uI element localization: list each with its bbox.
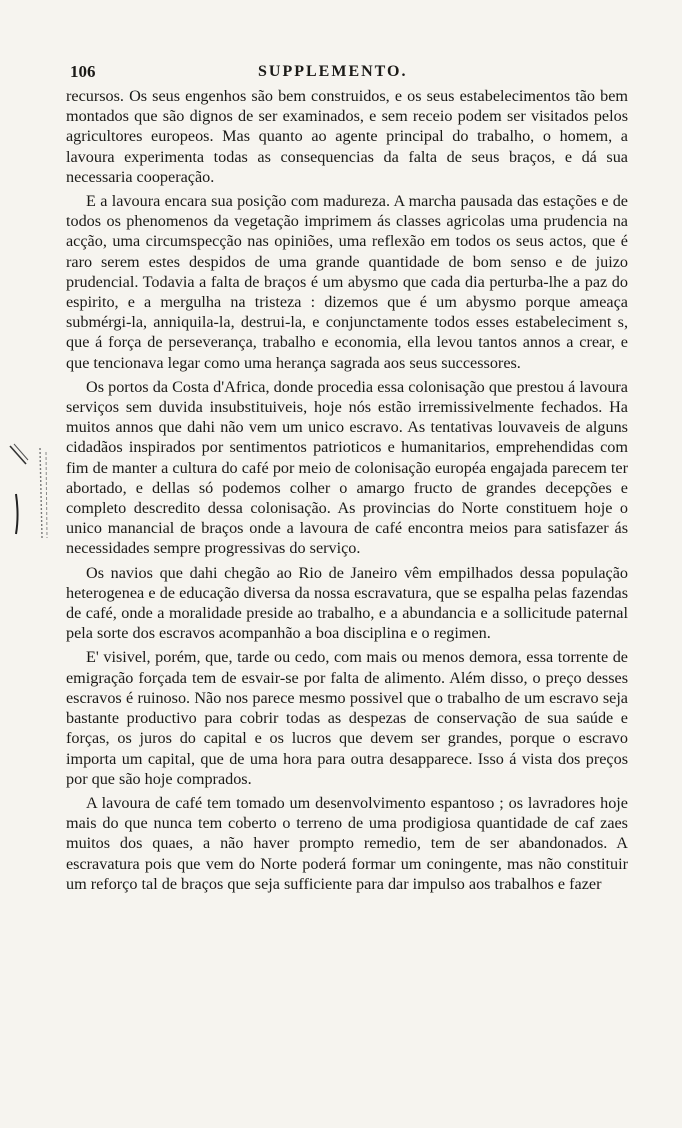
paragraph: Os portos da Costa d'Africa, donde procedia essa colonisação que prestou á lavoura serviços sem duvida insubstituiveis, hoje nós estão irremissivelmente fechados. Ha muitos annos que dahi não vem um unico escravo. As tentativas louvaveis de alguns cidadãos inspirados por sentimentos patrioticos e humanitarios, emprehendidas com fim de manter a cultura do café por meio de colonisação européa engajada parecem ter abortado, e dellas só podemos colher o amargo fructo de grandes decepções e completo descredito dessa colonisação. As provincias do Norte constituem hoje o unico manancial de braços onde a lavoura de café encontra meios para satisfazer ás necessidades sempre progressivas do serviço.	[66, 377, 628, 558]
paragraph: E' visivel, porém, que, tarde ou cedo, com mais ou menos demora, essa torrente de emigração forçada tem de esvair-se por falta de alimento. Além disso, o preço desses escravos é ruinoso. Não nos parece mesmo possivel que o trabalho de um escravo seja bastante productivo para cobrir todas as despezas de conservação de sua saúde e forças, os juros do capital e os lucros que devem ser grandes, porque o escravo importa um capital, que de uma hora para outra desapparece. Isso á vista dos preços por que são hoje comprados.	[66, 648, 628, 788]
page-number: 106	[70, 62, 96, 81]
handwritten-margin-note	[6, 438, 50, 548]
paragraph: recursos. Os seus engenhos são bem construidos, e os seus estabelecimentos tão bem montados que são dignos de ser examinados, e sem receio podem ser visitados pelos agricultores europeos. Mas quanto ao agente principal do trabalho, o homem, a lavoura experimenta todas as consequencias da falta de seus braços, e dá sua necessaria cooperação.	[66, 87, 628, 186]
paragraph: E a lavoura encara sua posição com madureza. A marcha pausada das estações e de todos os phenomenos da vegetação imprimem ás classes agricolas uma prudencia na acção, uma circumspecção nas opiniões, uma reflexão em todos os seus actos, que é raro serem estes despidos de uma grande quantidade de bom senso e de juizo prudencial. Todavia a falta de braços é um abysmo que cada dia perturba-lhe a paz do espirito, e a mergulha na tristeza : dizemos que é um abysmo porque ameaça submérgi-la, anniquila-la, destrui-la, e conjunctamente todos esses estabeleciment s, que á força de perseverança, trabalho e economia, ella levou tantos annos a crear, e que tencionava legar como uma herança sagrada aos seus successores.	[66, 192, 628, 372]
paragraph: A lavoura de café tem tomado um desenvolvimento espantoso ; os lavradores hoje mais do que nunca tem coberto o terreno de uma prodigiosa quantidade de caf zaes muitos dos quaes, a não haver prompto remedio, tem de ser abandonados. A escravatura pois que vem do Norte poderá formar um coningente, mas não constituir um reforço tal de braços que seja sufficiente para dar impulso aos trabalhos e fazer	[66, 793, 628, 893]
body-text	[66, 86, 628, 894]
running-head: SUPPLEMENTO.	[258, 63, 408, 80]
page-header	[66, 62, 628, 86]
book-page	[66, 62, 628, 898]
paragraph: Os navios que dahi chegão ao Rio de Janeiro vêm empilhados dessa população heterogenea e de educação diversa da nossa escravatura, que se espalha pelas fazendas de café, onde a moralidade preside ao trabalho, e a abundancia e a sollicitude paternal pela sorte dos escravos acompanhão a boa disciplina e o regimen.	[66, 563, 628, 643]
